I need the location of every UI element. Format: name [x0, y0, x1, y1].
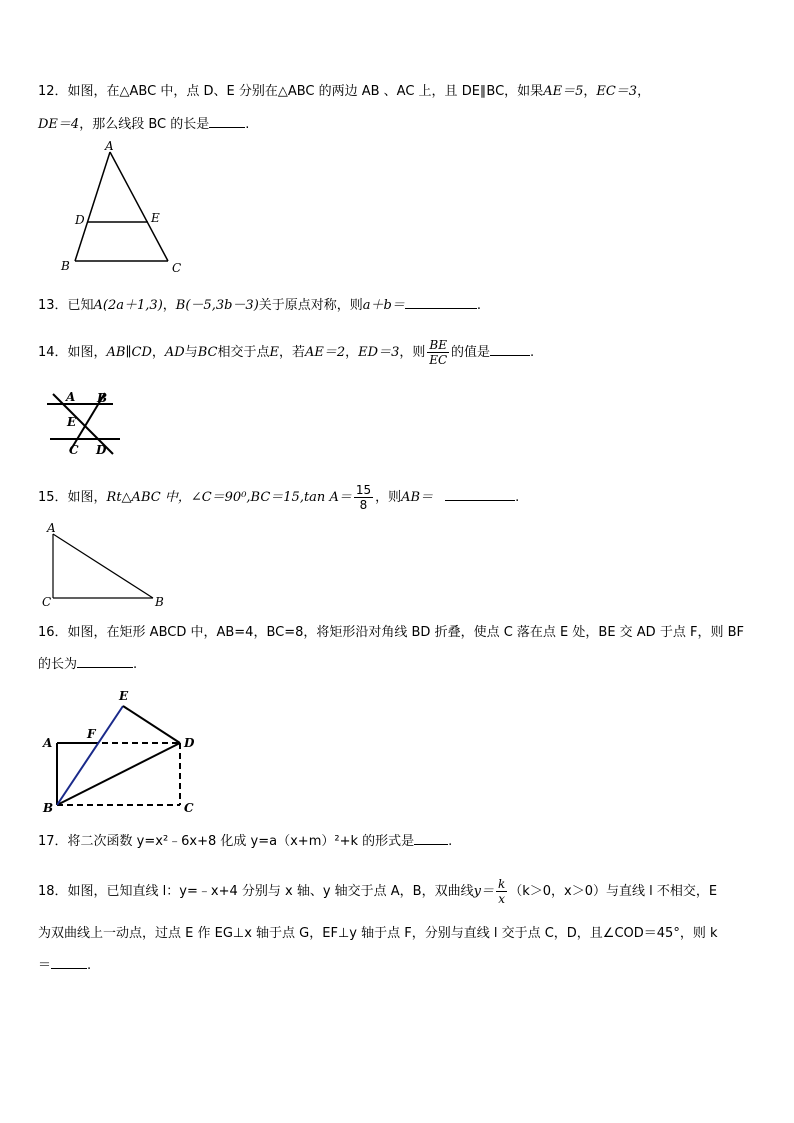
q16-label-e: E	[119, 689, 129, 703]
q13-point-a: A(2a＋1,3)	[93, 298, 163, 313]
q18-line1: 18．如图，已知直线 l：y=﹣x+4 分别与 x 轴、y 轴交于点 A，B，双曲线y＝ $\frac{k}{x}$ （k＞0，x＞0）与直线 l 不相交，E	[38, 877, 718, 906]
q16-segment-ed	[123, 706, 180, 743]
answer-blank-12[interactable]	[209, 115, 245, 128]
q16-label-f: F	[87, 727, 96, 741]
q16-label-c: C	[184, 801, 194, 815]
answer-blank-13[interactable]	[405, 296, 477, 309]
q12-line2: DE＝4，那么线段 BC 的长是 .	[38, 117, 250, 132]
q16-line2: 的长为 .	[38, 657, 138, 672]
q14-label-c: C	[69, 443, 79, 457]
q15-side-ab	[53, 534, 153, 598]
q14-fraction: $\frac{BE}{EC}$	[429, 338, 448, 367]
q16-label-b: B	[43, 801, 54, 815]
q18-fraction: $\frac{k}{x}$	[497, 877, 506, 906]
q12-label-c: C	[172, 261, 182, 275]
q14-label-e: E	[67, 415, 77, 429]
q12-label-b: B	[61, 259, 70, 273]
q16-rectangle-figure	[40, 686, 200, 816]
q12-ec: EC＝3	[596, 84, 638, 99]
q12-triangle-figure	[55, 140, 195, 280]
q16-segment-be	[57, 706, 123, 805]
q15-line: 15．如图，Rt△ABC 中，∠C＝90⁰,BC＝15,tan A＝ $\frac{15}{8}$ ，则AB＝ .	[38, 483, 520, 512]
q14-label-b: B	[97, 391, 108, 405]
q12-side-ab	[75, 152, 110, 261]
q12-de: DE＝4	[38, 117, 80, 132]
q15-triangle-figure	[38, 520, 173, 610]
q16-diagonal-bd	[57, 743, 180, 805]
q15-condition: Rt△ABC 中，∠C＝90⁰,BC＝15,tan A＝	[106, 490, 352, 505]
q14-figure	[45, 388, 135, 460]
q13-line: 13．已知A(2a＋1,3)，B(－5,3b－3)关于原点对称，则a＋b＝ .	[38, 298, 481, 313]
answer-blank-17[interactable]	[414, 832, 448, 845]
q12-line1: 12．如图，在△ABC 中，点 D、E 分别在△ABC 的两边 AB 、AC 上，且 DE∥BC，如果AE＝5，EC＝3，	[38, 84, 651, 99]
q15-label-c: C	[42, 595, 52, 609]
q18-line3: ＝ .	[38, 958, 92, 973]
q15-fraction: $\frac{15}{8}$	[355, 483, 372, 512]
q13-point-b: B(－5,3b－3)	[175, 298, 259, 313]
q13-expr: a＋b＝	[362, 298, 405, 313]
answer-blank-18[interactable]	[51, 956, 87, 969]
q17-line: 17．将二次函数 y=x²﹣6x+8 化成 y=a（x+m）²+k 的形式是 .	[38, 834, 453, 849]
q16-label-a: A	[43, 736, 53, 750]
q15-label-a: A	[47, 521, 56, 535]
q12-label-e: E	[151, 211, 160, 225]
answer-blank-16[interactable]	[77, 655, 133, 668]
answer-blank-15[interactable]	[445, 488, 515, 501]
q14-label-a: A	[66, 390, 76, 404]
q14-label-d: D	[96, 443, 107, 457]
q16-line1: 16．如图，在矩形 ABCD 中，AB=4，BC=8，将矩形沿对角线 BD 折叠，使点 C 落在点 E 处，BE 交 AD 于点 F，则 BF	[38, 625, 744, 640]
answer-blank-14[interactable]	[490, 343, 530, 356]
q16-label-d: D	[184, 736, 195, 750]
q18-line2: 为双曲线上一动点，过点 E 作 EG⊥x 轴于点 G，EF⊥y 轴于点 F，分别与直线 l 交于点 C，D，且∠COD＝45°，则 k	[38, 926, 718, 941]
q12-ae: AE＝5	[543, 84, 584, 99]
q12-label-d: D	[75, 213, 85, 227]
q12-label-a: A	[105, 139, 114, 153]
q15-label-b: B	[155, 595, 164, 609]
q12-side-ac	[110, 152, 168, 261]
q14-line: 14．如图，AB∥CD，AD与BC相交于点E，若AE＝2，ED＝3，则 $\frac{BE}{EC}$ 的值是 .	[38, 338, 535, 367]
